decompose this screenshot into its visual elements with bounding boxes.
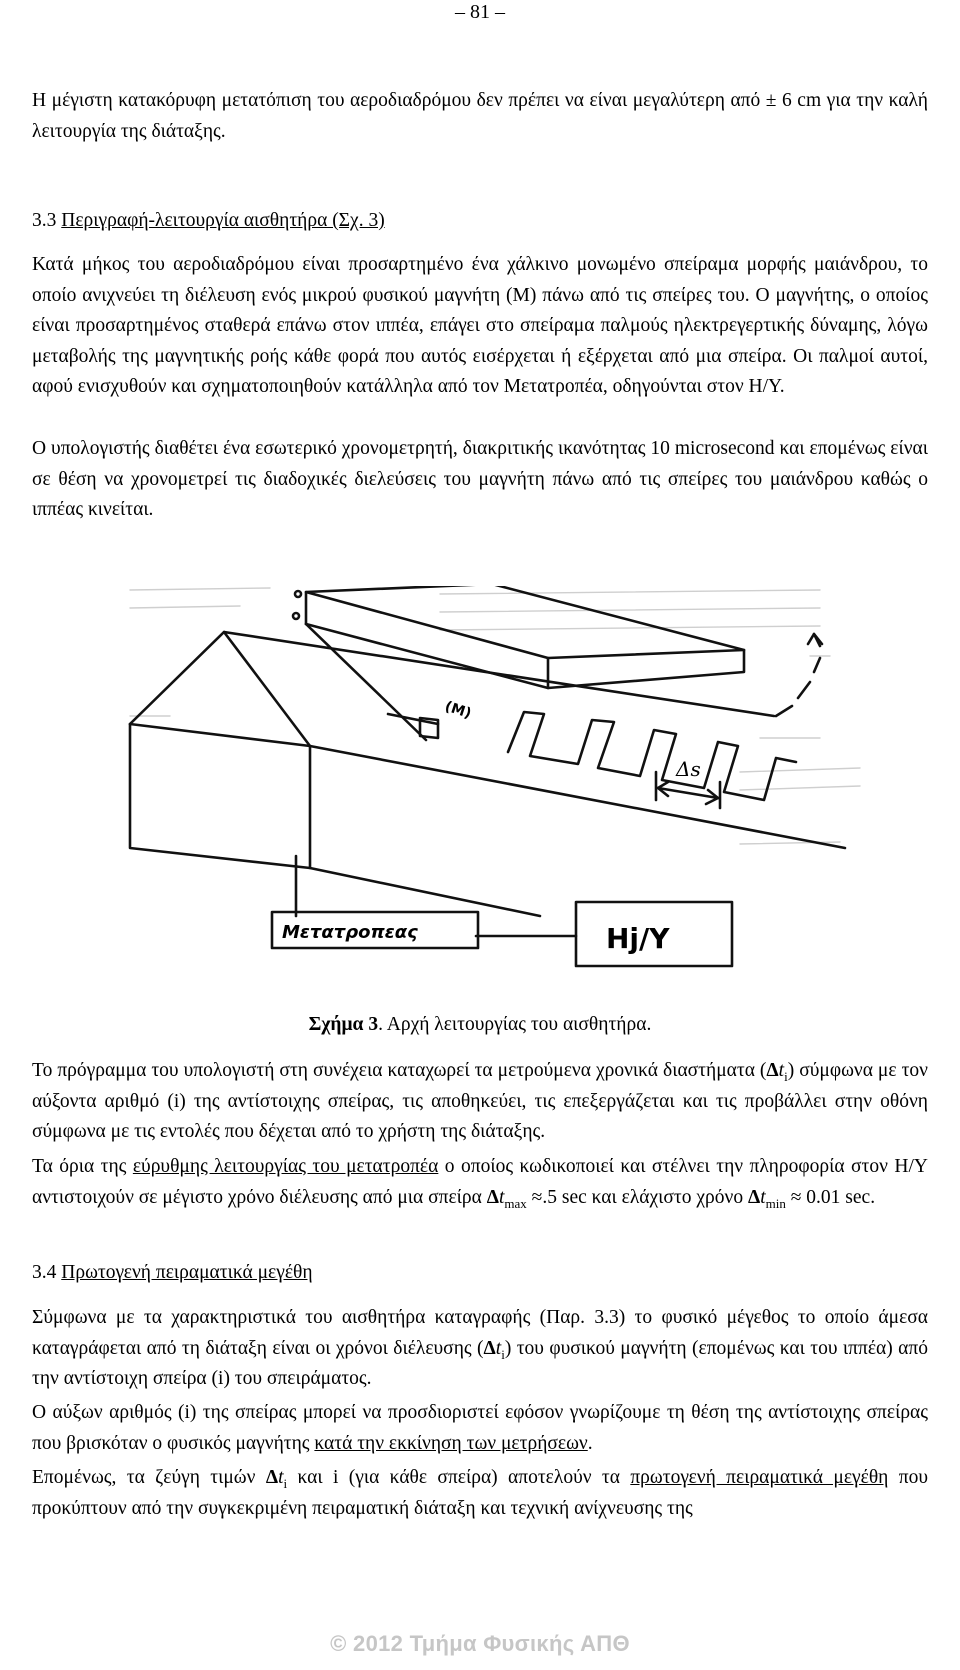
subscript: min (765, 1195, 786, 1211)
right-pointer-line (776, 634, 820, 716)
rider-front-face (306, 624, 548, 688)
variable: t (498, 1186, 505, 1208)
rider-hole (293, 613, 299, 619)
text: Επομένως, τα ζεύγη τιμών (32, 1467, 266, 1488)
section-number: 3.3 (32, 210, 57, 231)
rider-top (306, 586, 744, 658)
delta-symbol: Δ (486, 1186, 499, 1208)
rider-hole (295, 591, 301, 597)
computer-label: Hj/Y (606, 922, 670, 955)
bleed-through-marks (130, 588, 860, 844)
caption-text: . Αρχή λειτουργίας του αισθητήρα. (378, 1014, 652, 1035)
track-ridge (224, 632, 310, 746)
paragraph-timer: Ο υπολογιστής διαθέτει ένα εσωτερικό χρονομετρητή, διακριτικής ικανότητας 10 microsecond και επομένως είναι σε θέση να χρονομετρεί τις διαδοχικές διελεύσεις του μαγνήτη πάνω από τις σπείρες του μαιάνδρου καθώς ο ιππέας κινείται. (32, 438, 928, 520)
paragraph-pairs (32, 1463, 928, 1524)
rider-side-lower (306, 624, 426, 740)
delta-symbol: Δ (747, 1186, 761, 1208)
underlined-text: εύρυθμης λειτουργίας του μετατροπέα (132, 1156, 439, 1177)
text: Ο αύξων αριθμός (i) της σπείρας μπορεί να προσδιοριστεί εφόσον γνωρίζουμε τη θέση της αντίστοιχης σπείρας που βρισκόταν ο φυσικός μαγνήτης (32, 1402, 928, 1454)
text: ) του φυσικού μαγνήτη (επομένως και του ιππέα) από την αντίστοιχη σπείρα (i) του σπειράματος. (32, 1337, 928, 1389)
delta-symbol: Δ (483, 1337, 496, 1359)
text: ≈.5 sec και ελάχιστο χρόνο (526, 1186, 748, 1208)
delta-symbol: Δ (265, 1467, 279, 1488)
track-bottom-edge (310, 868, 540, 916)
text: . (587, 1432, 593, 1454)
section-heading-3-4 (32, 1258, 928, 1289)
text: ≈ 0.01 sec. (785, 1186, 876, 1208)
track-front-edge (130, 724, 845, 848)
paragraph-sensor-quantities (32, 1303, 928, 1395)
underlined-text: πρωτογενή πειραματικά μεγέθη (630, 1467, 889, 1488)
section-title: Πρωτογενή πειραματικά μεγέθη (61, 1262, 313, 1283)
subscript: i (501, 1346, 505, 1362)
paragraph-program (32, 1056, 928, 1148)
text: Το πρόγραμμα του υπολογιστή στη συνέχεια καταχωρεί τα μετρούμενα χρονικά διαστήματα ( (32, 1060, 767, 1081)
variable: t (278, 1467, 284, 1488)
text: ) σύμφωνα με τον αύξοντα αριθμό (i) της αντίστοιχης σπείρας, τις αποθηκεύει, τις επεξεργάζεται και τις προβάλλει στην οθόνη σύμφωνα με τις εντολές που δέχεται από το χρήστη της διάταξης. (32, 1060, 928, 1142)
variable: t (760, 1186, 766, 1208)
paragraph-displacement: Η μέγιστη κατακόρυφη μετατόπιση του αεροδιαδρόμου δεν πρέπει να είναι μεγαλύτερη από ± 6 cm για την καλή λειτουργία της διάταξης. (32, 90, 928, 142)
right-pointer-arrowhead (808, 634, 822, 644)
track-end-face (130, 724, 310, 868)
sensor-diagram (120, 586, 880, 968)
variable: t (495, 1337, 502, 1359)
subscript: max (504, 1195, 527, 1211)
delta-symbol: Δ (766, 1060, 779, 1081)
underlined-text: κατά την εκκίνηση των μετρήσεων (314, 1432, 588, 1454)
text: και i (για κάθε σπείρα) αποτελούν τα (287, 1467, 631, 1488)
section-number: 3.4 (32, 1262, 57, 1283)
converter-label: Μετατροπεας (282, 922, 418, 943)
text: Σύμφωνα με τα χαρακτηριστικά του αισθητήρα καταγραφής (Παρ. 3.3) το φυσικό μέγεθος το οποίο άμεσα καταγράφεται από τη διάταξη είναι οι χρόνοι διέλευσης ( (32, 1307, 928, 1359)
paragraph-limits (32, 1152, 928, 1213)
subscript: i (283, 1475, 288, 1491)
section-heading-3-3 (32, 206, 928, 237)
caption-label: Σχήμα 3 (308, 1014, 379, 1035)
meander-coil (508, 712, 796, 800)
variable: t (778, 1060, 785, 1081)
footer-copyright: © 2012 Τμήμα Φυσικής ΑΠΘ (330, 1631, 630, 1656)
magnet-label: (M) (442, 698, 474, 723)
paragraph-index (32, 1398, 928, 1459)
text: Τα όρια της (32, 1156, 133, 1177)
paragraph-sensor-description: Κατά μήκος του αεροδιαδρόμου είναι προσαρτημένο ένα χάλκινο μονωμένο σπείραμα μορφής μαιάνδρου, το οποίο ανιχνεύει τη διέλευση ενός μικρού φυσικού μαγνήτη (Μ) πάνω από τις σπείρες του. Ο μαγνήτης, ο οποίος είναι προσαρτημένος σταθερά επάνω στον ιππέα, επάγει στο σπείραμα παλμούς ηλεκτρεγερτικής δύναμης, λόγω μεταβολής της μαγνητικής ροής κάθε φορά που αυτός εισέρχεται ή εξέρχεται από μια σπείρα. Οι παλμοί αυτοί, αφού ενισχυθούν και σχηματοποιηθούν κατάλληλα από τον Μετατροπέα, οδηγούνται στον Η/Υ. (32, 254, 928, 397)
section-title: Περιγραφή-λειτουργία αισθητήρα (Σχ. 3) (61, 210, 385, 231)
ds-label: Δs (676, 757, 701, 781)
figure-caption (0, 1012, 960, 1038)
page-number: – 81 – (455, 1, 505, 23)
text: που προκύπτουν από την συγκεκριμένη πειραματική διάταξη και τεχνική ανίχνευσης της (32, 1467, 929, 1519)
text: ο οποίος κωδικοποιεί και στέλνει την πληροφορία στον Η/Υ αντιστοιχούν σε μέγιστο χρόνο διέλευσης από μια σπείρα (32, 1156, 928, 1208)
subscript: i (784, 1068, 788, 1084)
